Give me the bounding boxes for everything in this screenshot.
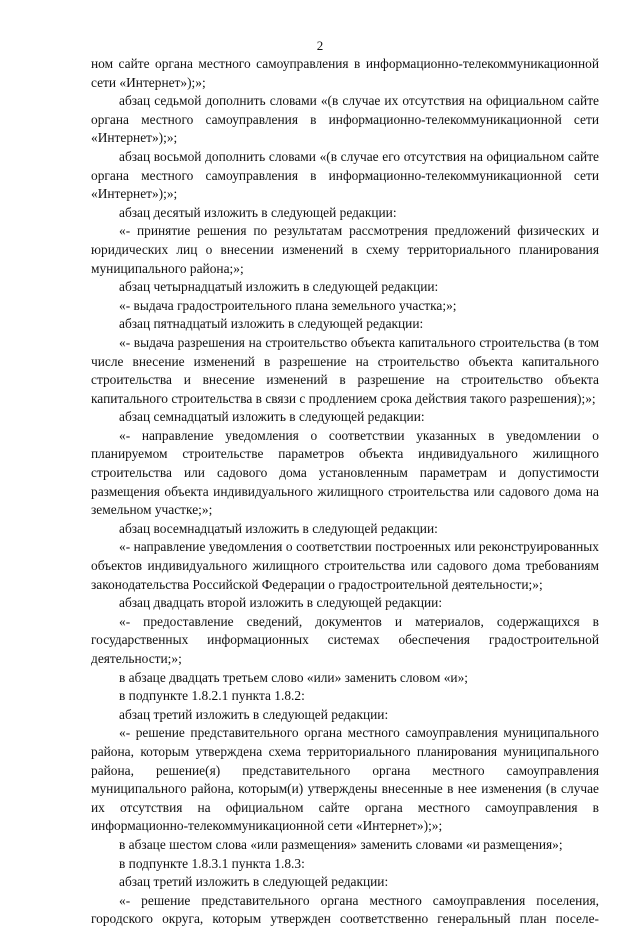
paragraph: ном сайте органа местного самоуправления в информационно-телекоммуникационной сети «Интернет»);»; xyxy=(91,56,599,90)
paragraph: абзац восьмой дополнить словами «(в случае его отсутствия на официальном сайте органа местного самоуправления в информационно-телекоммуникационной сети «Интернет»);»; xyxy=(91,148,599,202)
paragraph: «- предоставление сведений, документов и материалов, содержащихся в государственных информационных системах обеспечения градостроительной деятельности;»; xyxy=(91,613,599,666)
paragraph: в абзаце двадцать третьем слово «или» заменить словом «и»; xyxy=(119,669,469,685)
paragraph: абзац четырнадцатый изложить в следующей редакции: xyxy=(119,279,439,295)
paragraph: абзац десятый изложить в следующей редакции: xyxy=(119,204,397,220)
page-number: 2 xyxy=(316,38,324,53)
paragraph: абзац пятнадцатый изложить в следующей редакции: xyxy=(119,316,424,332)
paragraph: «- выдача градостроительного плана земельного участка;»; xyxy=(119,297,457,313)
paragraph: в подпункте 1.8.3.1 пункта 1.8.3: xyxy=(119,855,305,871)
paragraph: в абзаце шестом слова «или размещения» заменить словами «и размещения»; xyxy=(119,836,563,852)
paragraph: абзац седьмой дополнить словами «(в случае их отсутствия на официальном сайте органа местного самоуправления в информационно-телекоммуникационной сети «Интернет»);»; xyxy=(91,93,599,146)
paragraph: абзац третий изложить в следующей редакции: xyxy=(119,874,389,890)
paragraph: абзац семнадцатый изложить в следующей редакции: xyxy=(119,409,425,425)
paragraph: абзац третий изложить в следующей редакции: xyxy=(119,706,389,722)
paragraph: «- решение представительного органа местного самоуправления муниципального района, которым утверждена схема территориального планирования муниципального района, решение(я) представительного органа местного самоуправления муниципального района, которым(и) утверждены внесенные в нее изменения (в случае их отсутствия на официальном сайте органа местного самоуправления в информационно-телекоммуникационной сети «Интернет»);»; xyxy=(91,725,599,834)
paragraph: «- выдача разрешения на строительство объекта капитального строительства (в том числе внесение изменений в разрешение на строительство объекта капитального строительства и внесение изменений в разрешение на строительство объекта капитального строительства в связи с продлением срока действия такого разрешения);»; xyxy=(91,334,599,406)
paragraph: абзац двадцать второй изложить в следующей редакции: xyxy=(119,595,443,611)
paragraph: «- направление уведомления о соответствии указанных в уведомлении о планируемом строительстве параметров объекта индивидуального жилищного строительства или садового дома установленным параметрам и допустимости размещения объекта индивидуального жилищного строительства или садового дома на земельном участке;»; xyxy=(91,427,599,518)
paragraph: абзац восемнадцатый изложить в следующей редакции: xyxy=(119,520,438,536)
document-body xyxy=(91,55,599,929)
paragraph: в подпункте 1.8.2.1 пункта 1.8.2: xyxy=(119,688,305,704)
paragraph: «- направление уведомления о соответствии построенных или реконструированных объектов индивидуального жилищного строительства или садового дома требованиям законодательства Российской Федерации о градостроительной деятельности;»; xyxy=(91,539,599,592)
paragraph: «- принятие решения по результатам рассмотрения предложений физических и юридических лиц о внесении изменений в схему территориального планирования муниципального района;»; xyxy=(91,223,599,276)
paragraph: «- решение представительного органа местного самоуправления поселения, городского округа, которым утвержден соответственно генеральный план поселе- xyxy=(91,892,599,927)
